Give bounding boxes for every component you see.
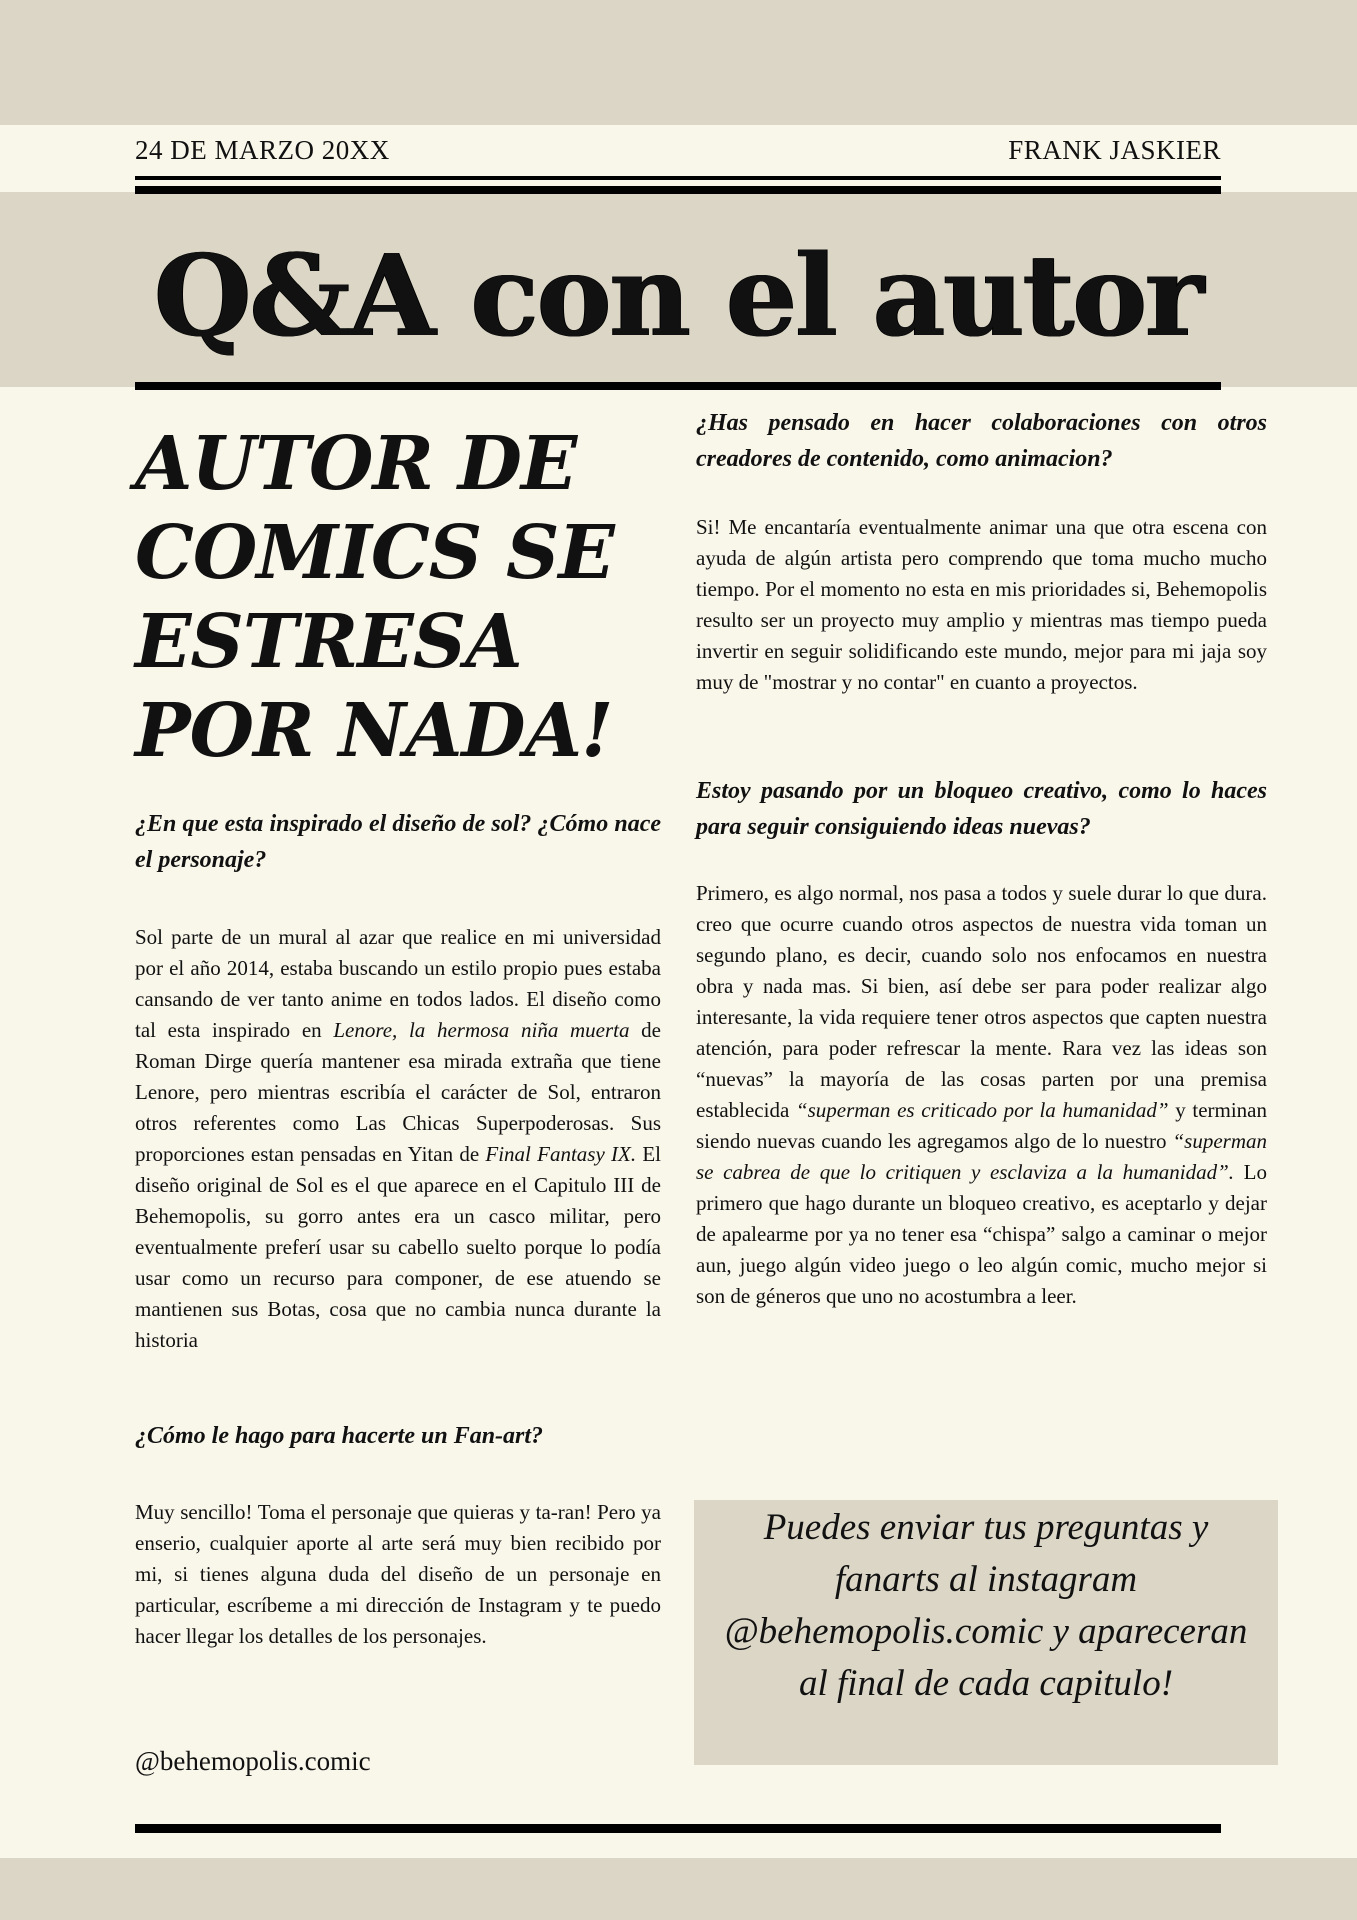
answer-creative-block: Primero, es algo normal, nos pasa a todos y suele durar lo que dura. creo que ocurre cuando otros aspectos de nuestra vida toman un segundo plano, es decir, cuando solo nos enfocamos en nuestra obra y nada mas. Si bien, así debe ser para poder realizar algo interesante, la vida requiere tener otros aspectos que capten nuestra atención, para poder refrescar la mente. Rara vez las ideas son “nuevas” la mayoría de las cosas parten por una premisa establecida “superman es criticado por la humanidad” y terminan siendo nuevas cuando les agregamos algo de lo nuestro “superman se cabrea de que lo critiquen y esclaviza a la humanidad”. Lo primero que hago durante un bloqueo creativo, es aceptarlo y dejar de apalearme por ya no tener esa “chispa” salgo a caminar o mejor aun, juego algún video juego o leo algún comic, mucho mejor si son de géneros que uno no acostumbra a leer. xyxy=(696,881,1267,1308)
answer-sol-design: Sol parte de un mural al azar que realice en mi universidad por el año 2014, estaba buscando un estilo propio pues estaba cansando de ver tanto anime en todos lados. El diseño como tal esta inspirado en Lenore, la hermosa niña muerta de Roman Dirge quería mantener esa mirada extraña que tiene Lenore, pero mientras escribía el carácter de Sol, entraron otros referentes como Las Chicas Superpoderosas. Sus proporciones estan pensadas en Yitan de Final Fantasy IX. El diseño original de Sol es el que aparece en el Capitulo III de Behemopolis, su gorro antes era un casco militar, pero eventualmente preferí usar su cabello suelto porque lo podía usar como un recurso para componer, de ese atuendo se mantienen sus Botas, cosa que no cambia nunca durante la historia xyxy=(135,925,661,1352)
game-title: Final Fantasy IX. xyxy=(485,1142,637,1166)
instagram-handle: @behemopolis.comic xyxy=(135,1746,371,1776)
top-band xyxy=(0,0,1357,125)
header-rule-thin xyxy=(135,176,1221,180)
callout-text: Puedes enviar tus preguntas y fanarts al instagram @behemopolis.comic y apareceran al final de cada capitulo! xyxy=(724,1507,1248,1704)
question-creative-block: Estoy pasando por un bloqueo creativo, como lo haces para seguir consiguiendo ideas nuevas? xyxy=(696,778,1267,840)
question-collaborations: ¿Has pensado en hacer colaboraciones con otros creadores de contenido, como animacion? xyxy=(696,410,1267,472)
headline: AUTOR DE COMICS SE ESTRESA POR NADA! xyxy=(135,421,614,774)
answer-collaborations: Si! Me encantaría eventualmente animar una que otra escena con ayuda de algún artista pero comprendo que toma mucho mucho tiempo. Por el momento no esta en mis prioridades si, Behemopolis resulto ser un proyecto muy amplio y mientras mas tiempo pueda invertir en seguir solidificando este mundo, mejor para mi jaja soy muy de "mostrar y no contar" en cuanto a proyectos. xyxy=(696,515,1267,694)
footer-rule xyxy=(135,1824,1221,1833)
bottom-band xyxy=(0,1858,1357,1920)
author-name: FRANK JASKIER xyxy=(1008,135,1221,165)
header-rule-thick xyxy=(135,186,1221,194)
callout-box xyxy=(694,1500,1278,1765)
question-sol-design: ¿En que esta inspirado el diseño de sol? ¿Cómo nace el personaje? xyxy=(135,811,661,873)
title-rule xyxy=(135,382,1221,390)
question-fan-art: ¿Cómo le hago para hacerte un Fan-art? xyxy=(135,1423,544,1449)
answer-fan-art: Muy sencillo! Toma el personaje que quieras y ta-ran! Pero ya enserio, cualquier aporte al arte será muy bien recibido por mi, si tienes alguna duda del diseño de un personaje en particular, escríbeme a mi dirección de Instagram y te puedo hacer llegar los detalles de los personajes. xyxy=(135,1500,661,1648)
issue-date: 24 DE MARZO 20XX xyxy=(135,135,390,165)
book-title: Lenore, la hermosa niña muerta xyxy=(333,1018,630,1042)
page-title: Q&A con el autor xyxy=(153,231,1203,362)
